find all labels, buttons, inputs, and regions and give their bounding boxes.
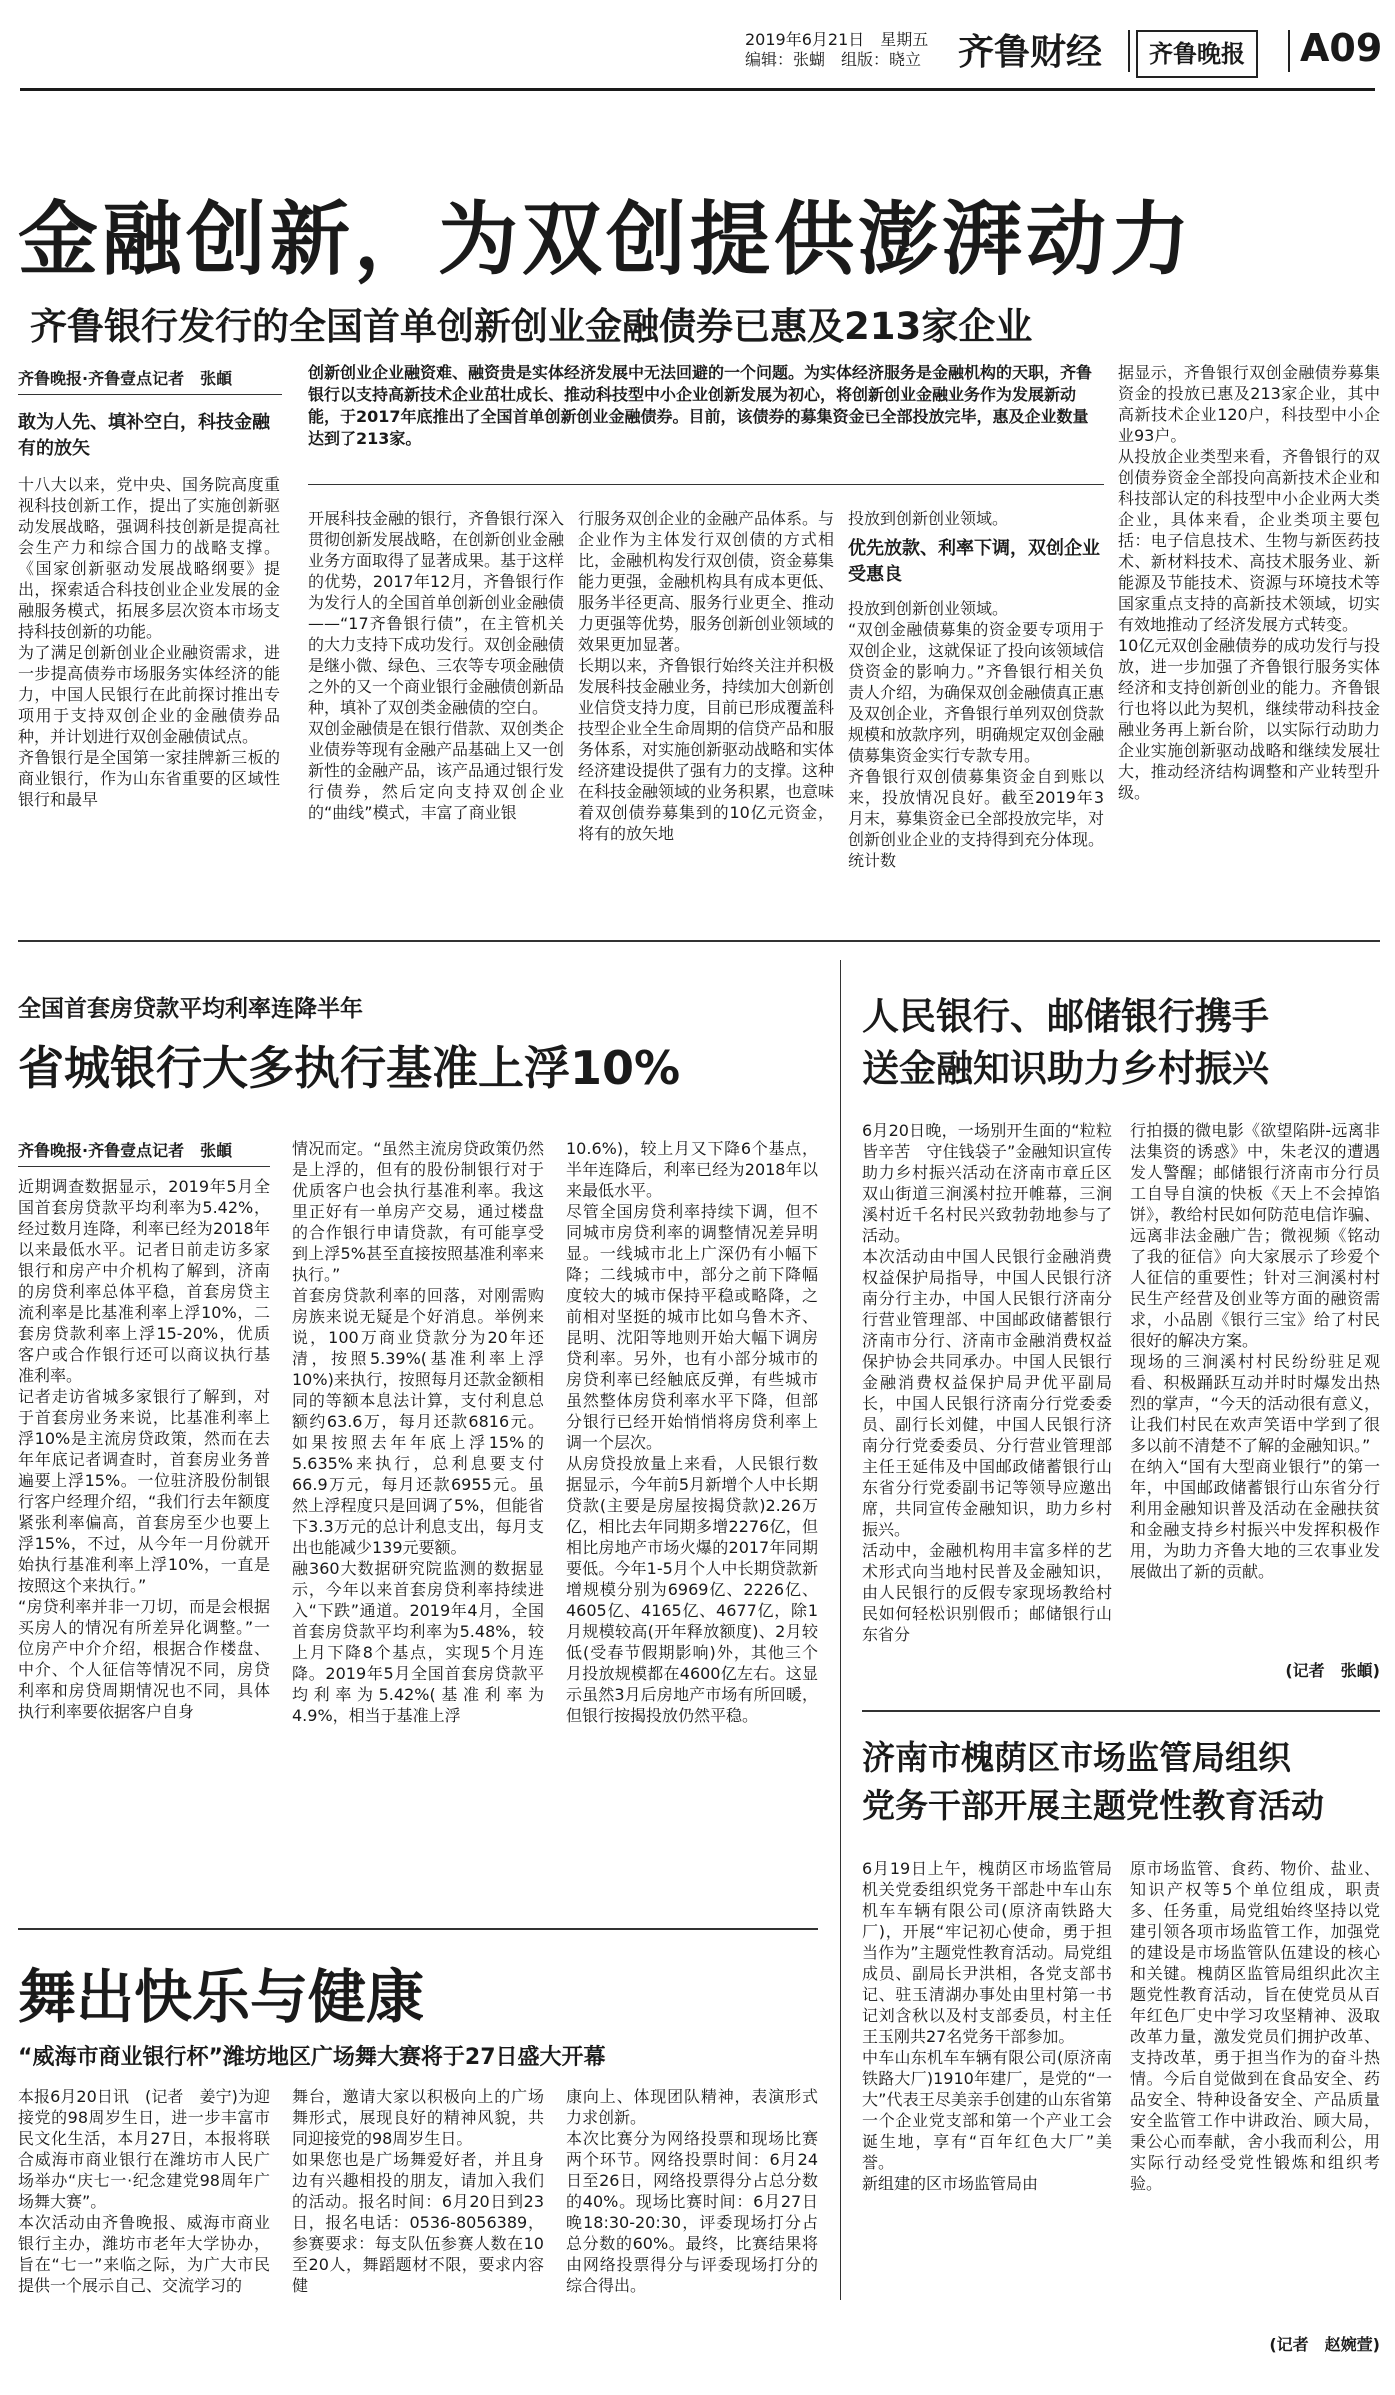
story4-headline: 舞出快乐与健康 (18, 1963, 425, 2031)
story4-subheadline: “威海市商业银行杯”潍坊地区广场舞大赛将于27日盛大开幕 (18, 2045, 606, 2070)
story2-column-3: 10.6%)，较上月又下降6个基点，半年连降后，利率已经为2018年以来最低水平。 尽管全国房贷利率持续下调，但不同城市房贷利率的调整情况差异明显。一线城市北上广深仍有小幅下降；二线城市中，部分之前下降幅度较大的城市保持平稳或略降，之前相对坚挺的城市比如乌鲁木齐、昆明、沈阳等地则开始大幅下调房贷利率。另外，也有小部分城市的房贷利率已经触底反弹，有些城市虽然整体房贷利率水平下降，但部分银行已经开始悄悄将房贷利率上调一个层次。 从房贷投放量上来看，人民银行数据显示，今年前5月新增个人中长期贷款(主要是房屋按揭贷款)2.26万亿，相比去年同期多增2276亿，但相比房地产市场火爆的2017年同期要低。今年1-5月个人中长期贷款新增规模分别为6969亿、2226亿、4605亿、4165亿、4677亿，除1月规模较高(开年释放额度)、2月较低(受春节假期影响)外，其他三个月投放规模都在4600亿左右。这显示虽然3月后房地产市场有所回暖，但银行按揭投放仍然平稳。 (566, 1139, 818, 1725)
story-rule (862, 1710, 1380, 1712)
intro-rule (308, 484, 1104, 485)
story2-kicker: 全国首套房贷款平均利率连降半年 (18, 996, 363, 1022)
lead-column-2: 开展科技金融的银行，齐鲁银行深入贯彻创新发展战略，在创新创业金融业务方面取得了显著成果。基于这样的优势，2017年12月，齐鲁银行作为发行人的全国首单创新创业金融债——“17齐鲁银行债”，在主管机关的大力支持下成功发行。双创金融债是继小微、绿色、三农等专项金融债之外的又一个商业银行金融债创新品种，填补了双创类金融债的空白。 双创金融债是在银行借款、双创类企业债券等现有金融产品基础上又一创新性的金融产品，该产品通过银行发行债券，然后定向支持双创企业的“曲线”模式，丰富了商业银 (308, 509, 564, 822)
story3-headline-line2: 送金融知识助力乡村振兴 (862, 1047, 1269, 1090)
issue-date: 2019年6月21日 星期五 (745, 30, 929, 49)
story5-byline: (记者 赵婉萱) (1269, 2335, 1380, 2354)
lead-column-1: 十八大以来，党中央、国务院高度重视科技创新工作，提出了实施创新驱动发展战略，强调科技创新是提高社会生产力和综合国力的战略支撑。《国家创新驱动发展战略纲要》提出，探索适合科技创业企业发展的金融服务模式，拓展多层次资本市场支持科技创新的功能。 为了满足创新创业企业融资需求，进一步提高债券市场服务实体经济的能力，中国人民银行在此前探讨推出专项用于支持双创企业的金融债券品种，并计划进行双创金融债试点。 齐鲁银行是全国第一家挂牌新三板的商业银行，作为山东省重要的区域性银行和最早 (18, 475, 280, 809)
header-rule (20, 88, 1375, 91)
story3-headline-line1: 人民银行、邮储银行携手 (862, 995, 1269, 1038)
story2-column-2: 情况而定。“虽然主流房贷政策仍然是上浮的，但有的股份制银行对于优质客户也会执行基准利率。我这里正好有一单房产交易，通过楼盘的合作银行申请贷款，有可能享受到上浮5%甚至直接按照基准利率来执行。” 首套房贷款利率的回落，对刚需购房族来说无疑是个好消息。举例来说，100万商业贷款分为20年还清，按照5.39%(基准利率上浮10%)来执行，按照每月还款金额相同的等额本息法计算，支付利息总额约63.6万，每月还款6816元。如果按照去年年底上浮15%的5.635%来执行，总利息要支付66.9万元，每月还款6955元。虽然上浮程度只是回调了5%，但能省下3.3万元的总计利息支出，每月支出也能减少139元要额。 融360大数据研究院监测的数据显示，今年以来首套房贷利率持续进入“下跌”通道。2019年4月，全国首套房贷款平均利率为5.48%，较上月下降8个基点，实现5个月连降。2019年5月全国首套房贷款平均利率为5.42%(基准利率为4.9%，相当于基准上浮 (292, 1139, 544, 1725)
editor-credits: 编辑：张蝴 组版：晓立 (745, 50, 922, 69)
story4-column-2: 舞台，邀请大家以积极向上的广场舞形式，展现良好的精神风貌，共同迎接党的98周岁生日。 如果您也是广场舞爱好者，并且身边有兴趣相投的朋友，请加入我们的活动。报名时间：6月20日到23日，报名电话：0536-8056389，参赛要求：每支队伍参赛人数在10至20人，舞蹈题材不限，要求内容健 (292, 2087, 544, 2295)
story5-column-1: 6月19日上午，槐荫区市场监管局机关党委组织党务干部赴中车山东机车车辆有限公司(原济南铁路大厂)，开展“牢记初心使命，勇于担当作为”主题党性教育活动。局党组成员、副局长尹洪相，各党支部书记、驻玉清湖办事处由里村第一书记刘含秋以及村支部委员，村主任王玉刚共27名党务干部参加。 中车山东机车车辆有限公司(原济南铁路大厂)1910年建厂，是党的“一大”代表王尽美亲手创建的山东省第一个企业党支部和第一个产业工会诞生地，享有“百年红色大厂”美誉。 新组建的区市场监管局由 (862, 1859, 1112, 2193)
story2-column-1: 近期调查数据显示，2019年5月全国首套房贷款平均利率为5.42%，经过数月连降，利率已经为2018年以来最低水平。记者日前走访多家银行和房产中介机构了解到，济南的房贷利率总体平稳，首套房贷主流利率是比基准利率上浮10%，二套房贷款利率上浮15-20%，优质客户或合作银行还可以商议执行基准利率。 记者走访省城多家银行了解到，对于首套房业务来说，比基准利率上浮10%是主流房贷政策，然而在去年年底记者调查时，首套房业务普遍要上浮15%。一位驻济股份制银行客户经理介绍，“我们行去年额度紧张利率偏高，首套房至少也要上浮15%，不过，从今年一月份就开始执行基准利率上浮10%，一直是按照这个来执行。” “房贷利率并非一刀切，而是会根据买房人的情况有所差异化调整。”一位房产中介介绍，根据合作楼盘、中介、个人征信等情况不同，房贷利率和房贷周期情况也不同，具体执行利率要依据客户自身 (18, 1177, 270, 1721)
story3-column-2: 行拍摄的微电影《欲望陷阱-远离非法集资的诱惑》中，朱老汉的遭遇发人警醒；邮储银行济南市分行员工自导自演的快板《天上不会掉馅饼》，教给村民如何防范电信诈骗、远离非法金融广告；微视频《铭动了我的征信》向大家展示了珍爱个人征信的重要性；针对三涧溪村村民生产经营及创业等方面的融资需求，小品剧《银行三宝》给了村民很好的解决方案。 现场的三涧溪村村民纷纷驻足观看、积极踊跃互动并时时爆发出热烈的掌声，“今天的活动很有意义，让我们村民在欢声笑语中学到了很多以前不清楚不了解的金融知识。” 在纳入“国有大型商业银行”的第一年，中国邮政储蓄银行山东省分行利用金融知识普及活动在金融扶贫和金融支持乡村振兴中发挥积极作用，为助力齐鲁大地的三农事业发展做出了新的贡献。 (1130, 1121, 1380, 1581)
story5-headline-line1: 济南市槐荫区市场监管局组织 (862, 1738, 1291, 1777)
section-title: 齐鲁财经 (958, 32, 1103, 73)
section-rule (18, 940, 1380, 942)
lead-subheadline: 齐鲁银行发行的全国首单创新创业金融债券已惠及213家企业 (30, 305, 1033, 348)
lead-byline: 齐鲁晚报·齐鲁壹点记者 张頔 (18, 369, 233, 388)
page-number: A09 (1300, 26, 1383, 70)
story5-column-2: 原市场监管、食药、物价、盐业、知识产权等5个单位组成，职责多、任务重，局党组始终坚持以党建引领各项市场监管工作，加强党的建设是市场监管队伍建设的核心和关键。槐荫区监管局组织此次主题党性教育活动，旨在使党员从百年红色厂史中学习攻坚精神、汲取改革力量，激发党员们拥护改革、支持改革，勇于担当作为的奋斗热情。今后自觉做到在食品安全、药品安全、特种设备安全、产品质量安全监管工作中讲政治、顾大局，秉公心而奉献，舍小我而利公，用实际行动经受党性锻炼和组织考验。 (1130, 1859, 1380, 2193)
header-divider (1288, 30, 1290, 72)
story3-column-1: 6月20日晚，一场别开生面的“粒粒皆辛苦 守住钱袋子”金融知识宣传助力乡村振兴活动在济南市章丘区双山街道三涧溪村拉开帷幕，三涧溪村近千名村民兴致勃勃地参与了活动。 本次活动由中国人民银行金融消费权益保护局指导，中国人民银行济南分行主办，中国人民银行济南分行营业管理部、中国邮政储蓄银行济南市分行、济南市金融消费权益保护协会共同承办。中国人民银行金融消费权益保护局尹优平副局长，中国人民银行济南分行党委委员、副行长刘健，中国人民银行济南分行党委委员、分行营业管理部主任王延伟及中国邮政储蓄银行山东省分行党委副书记等领导应邀出席，共同宣传金融知识，助力乡村振兴。 活动中，金融机构用丰富多样的艺术形式向当地村民普及金融知识，由人民银行的反假专家现场教给村民如何轻松识别假币；邮储银行山东省分 (862, 1121, 1112, 1644)
lead-subhead-1: 敢为人先、填补空白，科技金融有的放矢 (18, 412, 270, 459)
newspaper-logo: 齐鲁晚报 (1136, 30, 1258, 78)
story2-byline: 齐鲁晚报·齐鲁壹点记者 张頔 (18, 1141, 233, 1160)
header-divider (1128, 30, 1130, 72)
lead-subhead-2: 优先放款、利率下调，双创企业受惠良 (848, 538, 1100, 585)
story5-headline-line2: 党务干部开展主题党性教育活动 (862, 1786, 1324, 1825)
byline-rule (18, 1166, 270, 1167)
story4-column-3: 康向上、体现团队精神，表演形式力求创新。 本次比赛分为网络投票和现场比赛两个环节。网络投票时间：6月24日至26日，网络投票得分占总分数的40%。现场比赛时间：6月27日晚18:30-20:30，评委现场打分占总分数的60%。最终，比赛结果将由网络投票得分与评委现场打分的综合得出。 (566, 2087, 818, 2295)
story3-byline: (记者 张頔) (1285, 1661, 1380, 1680)
lead-headline: 金融创新，为双创提供澎湃动力 (18, 193, 1194, 286)
byline-rule (18, 394, 282, 395)
header-meta (745, 30, 955, 70)
lead-intro: 创新创业企业融资难、融资贵是实体经济发展中无法回避的一个问题。为实体经济服务是金融机构的天职，齐鲁银行以支持高新技术企业茁壮成长、推动科技型中小企业创新发展为初心，将创新创业金融业务作为发展新动能，于2017年底推出了全国首单创新创业金融债券。目前，该债券的募集资金已全部投放完毕，惠及企业数量达到了213家。 (308, 363, 1093, 448)
lead-column-4-top: 投放到创新创业领域。 (848, 509, 1009, 528)
lead-column-5: 据显示，齐鲁银行双创金融债券募集资金的投放已惠及213家企业，其中高新技术企业120户，科技型中小企业93户。 从投放企业类型来看，齐鲁银行的双创债券资金全部投向高新技术企业和科技部认定的科技型中小企业两大类企业，具体来看，企业类项主要包括：电子信息技术、生物与新医药技术、新材料技术、高技术服务业、新能源及节能技术、资源与环境技术等国家重点支持的高新技术领域，切实有效地推动了经济发展方式转变。 10亿元双创金融债券的成功发行与投放，进一步加强了齐鲁银行服务实体经济和支持创新创业的能力。齐鲁银行也将以此为契机，继续带动科技金融业务再上新台阶，以实际行动助力企业实施创新驱动战略和继续发展壮大，推动经济结构调整和产业转型升级。 (1118, 363, 1380, 802)
story-rule (18, 1928, 818, 1930)
story2-headline: 省城银行大多执行基准上浮10% (18, 1041, 681, 1095)
column-divider (840, 960, 841, 2300)
story4-column-1: 本报6月20日讯 (记者 姜宁)为迎接党的98周岁生日，进一步丰富市民文化生活，本月27日，本报将联合威海市商业银行在潍坊市人民广场举办“庆七一·纪念建党98周年广场舞大赛”。 本次活动由齐鲁晚报、威海市商业银行主办，潍坊市老年大学协办，旨在“七一”来临之际，为广大市民提供一个展示自己、交流学习的 (18, 2087, 270, 2295)
lead-column-4: 投放到创新创业领域。 “双创金融债募集的资金要专项用于双创企业，这就保证了投向该领域信贷资金的影响力。”齐鲁银行相关负责人介绍，为确保双创金融债真正惠及双创企业，齐鲁银行单列双创贷款规模和放款序列，明确规定双创金融债募集资金实行专款专用。 齐鲁银行双创债募集资金自到账以来，投放情况良好。截至2019年3月末，募集资金已全部投放完毕，对创新创业企业的支持得到充分体现。统计数 (848, 599, 1104, 870)
lead-column-3: 行服务双创企业的金融产品体系。与企业作为主体发行双创债的方式相比，金融机构发行双创债，资金募集能力更强，金融机构具有成本更低、服务半径更高、服务行业更全、推动力更强等优势，服务创新创业领域的效果更加显著。 长期以来，齐鲁银行始终关注并积极发展科技金融业务，持续加大创新创业信贷支持力度，目前已形成覆盖科技型企业全生命周期的信贷产品和服务体系，对实施创新驱动战略和实体经济建设提供了强有力的支撑。这种在科技金融领域的业务积累，也意味着双创债券募集到的10亿元资金，将有的放矢地 (578, 509, 834, 843)
